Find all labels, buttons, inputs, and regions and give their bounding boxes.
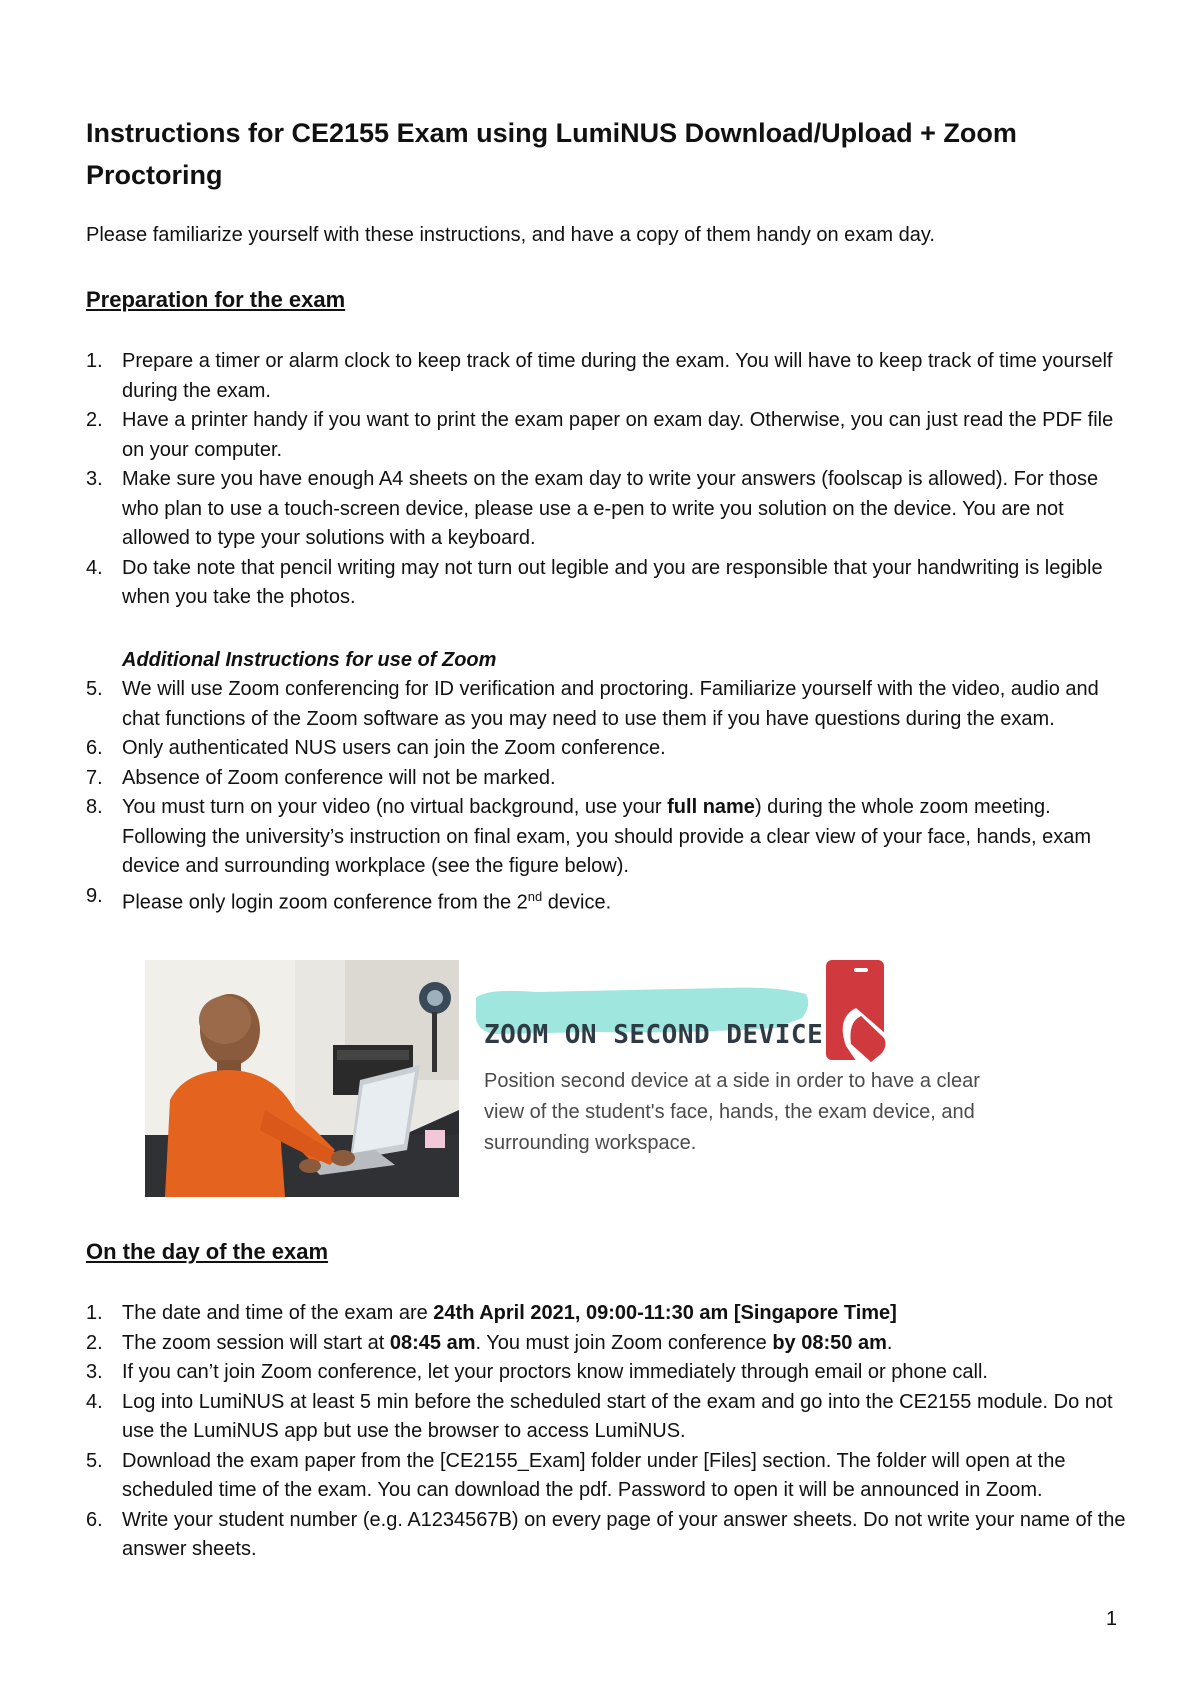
list-item-text: Do take note that pencil writing may not turn out legible and you are responsible that your handwriting is legible when you take the photos. [122, 556, 1103, 608]
zoom-banner-title: ZOOM ON SECOND DEVICE [484, 1020, 824, 1050]
list-number: 5. [86, 678, 103, 700]
phone-hand-icon [826, 960, 891, 1068]
session-start-emphasis: 08:45 am [389, 1331, 476, 1354]
list-item [86, 465, 1126, 554]
list-item [86, 554, 1126, 613]
list-item-text: We will use Zoom conferencing for ID verification and proctoring. Familiarize yourself with the video, audio and chat functions of the Zoom software as you may need to use them if you have questions during the exam. [122, 678, 1099, 730]
list-number: 6. [86, 737, 103, 759]
exam-day-heading: On the day of the exam [86, 1239, 329, 1264]
list-item [86, 882, 1126, 918]
list-item-text: Absence of Zoom conference will not be marked. [122, 766, 556, 789]
list-number: 2. [86, 1331, 103, 1354]
brush-stroke-banner [476, 958, 946, 1068]
list-item [86, 347, 1126, 406]
list-number: 4. [86, 1390, 103, 1413]
ordinal-superscript: nd [527, 888, 543, 904]
list-item-text: . You must join Zoom conference [475, 1331, 773, 1354]
list-number: 1. [86, 1302, 103, 1324]
zoom-banner-caption: Position second device at a side in order to have a clear view of the student's face, hands, the exam device, and surrounding workspace. [484, 1070, 980, 1154]
list-item-text: Please only login zoom conference from the 2 [122, 891, 528, 914]
document-title: Instructions for CE2155 Exam using LumiNUS Download/Upload + Zoom Proctoring [86, 118, 1017, 190]
list-item [86, 1388, 1126, 1447]
zoom-second-device-graphic [476, 958, 980, 1158]
list-item-text: ) during the whole zoom meeting. Following the university’s instruction on final exam, you should provide a clear view of your face, hands, exam device and surrounding workplace (see the figure below). [122, 796, 1092, 877]
list-item [86, 764, 1126, 794]
list-item-text: The zoom session will start at [122, 1331, 390, 1354]
list-item-text: Prepare a timer or alarm clock to keep track of time during the exam. You will have to keep track of time yourself during the exam. [122, 350, 1113, 402]
list-item [86, 1329, 1126, 1359]
list-item-text: . [886, 1331, 893, 1354]
preparation-list [86, 347, 1126, 613]
list-item-text: Log into LumiNUS at least 5 min before the scheduled start of the exam and go into the CE2155 module. Do not use the LumiNUS app but use the browser to access LumiNUS. [122, 1390, 1113, 1442]
list-number: 5. [86, 1449, 103, 1472]
preparation-heading: Preparation for the exam [86, 287, 346, 312]
list-item-text: Only authenticated NUS users can join the Zoom conference. [122, 737, 666, 759]
exam-day-list [86, 1299, 1126, 1565]
list-item-text: Download the exam paper from the [CE2155_Exam] folder under [Files] section. The folder will open at the scheduled time of the exam. You can download the pdf. Password to open it will be announced in Zoom. [122, 1449, 1066, 1501]
list-item [86, 734, 1126, 764]
list-item [86, 406, 1126, 465]
zoom-instructions-list [86, 675, 1126, 918]
list-number: 3. [86, 1361, 103, 1383]
list-item-text: Make sure you have enough A4 sheets on the exam day to write your answers (foolscap is allowed). For those who plan to use a touch-screen device, please use a e-pen to write you solution on the device. You are not allowed to type your solutions with a keyboard. [122, 468, 1099, 549]
join-deadline-emphasis: by 08:50 am [772, 1331, 887, 1354]
student-photo-illustration [145, 960, 459, 1197]
list-number: 2. [86, 409, 103, 431]
list-item [86, 793, 1126, 882]
list-number: 7. [86, 766, 103, 789]
list-item-text: You must turn on your video (no virtual background, use your [122, 796, 668, 818]
list-number: 9. [86, 884, 103, 907]
zoom-subheading: Additional Instructions for use of Zoom [122, 649, 497, 671]
list-item-text: Have a printer handy if you want to print the exam paper on exam day. Otherwise, you can just read the PDF file on your computer. [122, 409, 1114, 461]
list-item [86, 675, 1126, 734]
list-item-text: The date and time of the exam are [122, 1302, 434, 1324]
student-desk-photo [145, 960, 459, 1197]
page-number: 1 [1106, 1608, 1118, 1630]
full-name-emphasis: full name [667, 796, 755, 818]
list-number: 8. [86, 796, 103, 818]
list-item [86, 1299, 1126, 1329]
list-item [86, 1358, 1126, 1388]
list-item-text: Write your student number (e.g. A1234567B) on every page of your answer sheets. Do not write your name of the answer sheets. [122, 1508, 1126, 1560]
list-number: 6. [86, 1508, 103, 1531]
intro-paragraph: Please familiarize yourself with these instructions, and have a copy of them handy on exam day. [86, 224, 935, 246]
list-item [86, 1506, 1126, 1565]
list-item-text: device. [542, 891, 612, 914]
list-number: 3. [86, 468, 103, 490]
list-item-text: If you can’t join Zoom conference, let your proctors know immediately through email or phone call. [122, 1361, 988, 1383]
list-item [86, 1447, 1126, 1506]
list-number: 4. [86, 556, 103, 579]
exam-date-emphasis: 24th April 2021, 09:00-11:30 am [Singapore Time] [433, 1302, 897, 1324]
list-number: 1. [86, 350, 103, 372]
